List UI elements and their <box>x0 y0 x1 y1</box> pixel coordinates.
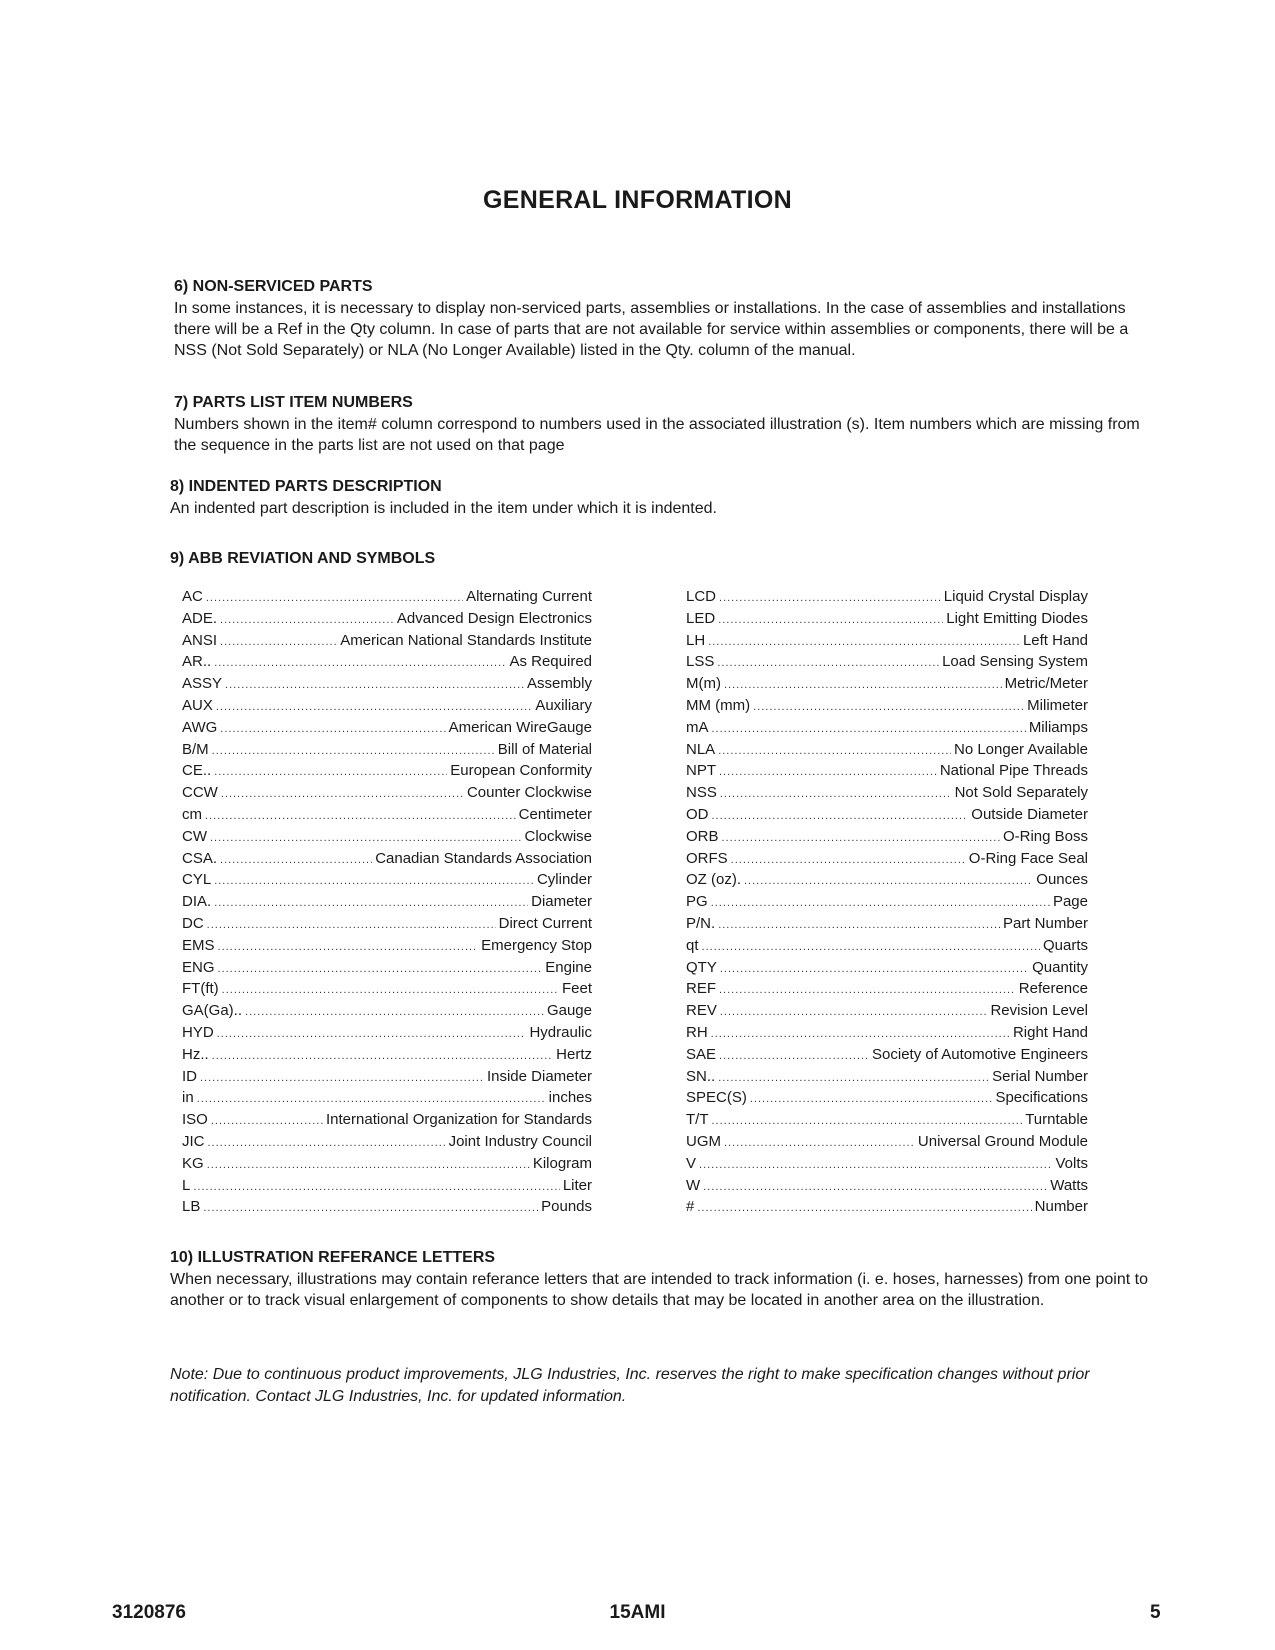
page-title: GENERAL INFORMATION <box>483 186 792 214</box>
abbreviation-meaning: Direct Current <box>498 914 592 932</box>
abbreviation-meaning: Assembly <box>526 675 592 693</box>
leader-dots <box>731 854 966 866</box>
section-indented-parts <box>170 478 1150 519</box>
leader-dots <box>720 963 1029 975</box>
abbreviation-meaning: Revision Level <box>990 1002 1088 1020</box>
leader-dots <box>214 875 534 887</box>
abbreviation-key: ADE. <box>182 609 218 627</box>
section-non-serviced-parts <box>174 278 1154 361</box>
abbreviation-column-left <box>182 588 592 1220</box>
abbreviation-row <box>182 980 592 1002</box>
abbreviation-row <box>686 959 1088 981</box>
abbreviation-row <box>182 1133 592 1155</box>
abbreviation-key: NPT <box>686 762 716 780</box>
abbreviation-key: AR.. <box>182 653 212 671</box>
leader-dots <box>720 788 952 800</box>
abbreviation-meaning: Clockwise <box>524 827 592 845</box>
abbreviation-row <box>686 653 1088 675</box>
abbreviation-key: DIA. <box>182 893 212 911</box>
abbreviation-meaning: O-Ring Boss <box>1002 827 1088 845</box>
leader-dots <box>222 984 559 996</box>
section-heading: 9) ABB REVIATION AND SYMBOLS <box>170 550 436 567</box>
abbreviation-meaning: American WireGauge <box>448 718 592 736</box>
abbreviation-meaning: National Pipe Threads <box>939 762 1088 780</box>
leader-dots <box>203 1202 538 1214</box>
abbreviation-meaning: Bill of Material <box>497 740 592 758</box>
abbreviation-meaning: inches <box>548 1089 592 1107</box>
abbreviation-row <box>182 653 592 675</box>
abbreviation-meaning: Inside Diameter <box>486 1067 592 1085</box>
abbreviation-row <box>182 1089 592 1111</box>
abbreviation-key: W <box>686 1176 701 1194</box>
abbreviation-row <box>686 762 1088 784</box>
leader-dots <box>724 679 1002 691</box>
abbreviation-key: ASSY <box>182 675 223 693</box>
abbreviation-meaning: Hydraulic <box>529 1023 592 1041</box>
section-parts-list-item-numbers <box>174 394 1154 456</box>
abbreviation-key: SAE <box>686 1045 717 1063</box>
abbreviation-meaning: International Organization for Standards <box>326 1111 592 1129</box>
abbreviation-row <box>686 1002 1088 1024</box>
abbreviation-meaning: Alternating Current <box>466 588 592 605</box>
abbreviation-meaning: As Required <box>509 653 592 671</box>
abbreviation-key: M(m) <box>686 675 721 693</box>
leader-dots <box>211 1115 323 1127</box>
abbreviation-meaning: Watts <box>1050 1176 1088 1194</box>
abbreviation-meaning: European Conformity <box>450 762 592 780</box>
abbreviation-key: qt <box>686 936 699 954</box>
abbreviation-key: cm <box>182 805 202 823</box>
abbreviation-key: QTY <box>686 958 717 976</box>
abbreviation-meaning: Canadian Standards Association <box>375 849 592 867</box>
abbreviation-meaning: No Longer Available <box>954 740 1088 758</box>
abbreviation-meaning: Outside Diameter <box>971 805 1088 823</box>
leader-dots <box>214 657 506 669</box>
abbreviation-meaning: Emergency Stop <box>481 936 592 954</box>
abbreviation-row <box>182 697 592 719</box>
leader-dots <box>711 1028 1010 1040</box>
abbreviation-row <box>182 1068 592 1090</box>
abbreviation-key: MM (mm) <box>686 696 751 714</box>
abbreviation-key: KG <box>182 1154 204 1172</box>
leader-dots <box>207 919 496 931</box>
abbreviation-meaning: Kilogram <box>532 1154 592 1172</box>
abbreviation-row <box>182 719 592 741</box>
abbreviation-meaning: Quarts <box>1042 936 1088 954</box>
abbreviation-row <box>686 1068 1088 1090</box>
abbreviation-row <box>686 893 1088 915</box>
abbreviation-meaning: Metric/Meter <box>1004 675 1088 693</box>
abbreviation-key: AUX <box>182 696 213 714</box>
leader-dots <box>718 745 951 757</box>
abbreviation-key: JIC <box>182 1132 205 1150</box>
abbreviation-row <box>182 871 592 893</box>
abbreviation-row <box>686 1155 1088 1177</box>
abbreviation-row <box>686 915 1088 937</box>
leader-dots <box>712 810 969 822</box>
leader-dots <box>718 919 1000 931</box>
abbreviation-meaning: Volts <box>1055 1154 1088 1172</box>
abbreviation-row <box>686 806 1088 828</box>
abbreviation-key: FT(ft) <box>182 980 219 998</box>
abbreviation-meaning: Quantity <box>1032 958 1088 976</box>
abbreviation-key: RH <box>686 1023 708 1041</box>
abbreviation-row <box>182 893 592 915</box>
leader-dots <box>711 897 1050 909</box>
abbreviation-row <box>686 871 1088 893</box>
abbreviation-row <box>182 850 592 872</box>
abbreviation-meaning: Auxiliary <box>535 696 592 714</box>
abbreviation-key: LB <box>182 1198 201 1216</box>
abbreviation-meaning: Milimeter <box>1027 696 1088 714</box>
leader-dots <box>200 1072 484 1084</box>
abbreviation-meaning: Page <box>1052 893 1088 911</box>
abbreviation-key: ORB <box>686 827 719 845</box>
abbreviation-key: in <box>182 1089 194 1107</box>
footer-doc-number: 3120876 <box>112 1602 186 1623</box>
abbreviation-row <box>686 588 1088 610</box>
section-abbreviations <box>170 550 1150 570</box>
abbreviation-row <box>182 828 592 850</box>
abbreviation-key: EMS <box>182 936 215 954</box>
abbreviation-row <box>686 1177 1088 1199</box>
abbreviation-key: P/N. <box>686 914 716 932</box>
abbreviation-meaning: Counter Clockwise <box>466 784 592 802</box>
abbreviation-row <box>182 1024 592 1046</box>
leader-dots <box>702 941 1040 953</box>
abbreviation-row <box>182 915 592 937</box>
leader-dots <box>719 984 1016 996</box>
leader-dots <box>210 832 521 844</box>
abbreviation-key: ISO <box>182 1111 208 1129</box>
leader-dots <box>220 854 372 866</box>
abbreviation-meaning: Hertz <box>556 1045 592 1063</box>
abbreviation-meaning: Left Hand <box>1022 631 1088 649</box>
abbreviation-meaning: Universal Ground Module <box>917 1132 1088 1150</box>
abbreviation-key: ID <box>182 1067 197 1085</box>
abbreviation-row <box>182 959 592 981</box>
abbreviation-row <box>686 1089 1088 1111</box>
leader-dots <box>708 636 1020 648</box>
abbreviation-key: HYD <box>182 1023 214 1041</box>
abbreviation-key: B/M <box>182 740 209 758</box>
leader-dots <box>225 679 524 691</box>
abbreviation-row <box>182 675 592 697</box>
abbreviation-meaning: Engine <box>545 958 592 976</box>
abbreviation-key: LED <box>686 609 716 627</box>
abbreviation-key: L <box>182 1176 191 1194</box>
abbreviation-row <box>182 1198 592 1220</box>
footer-model: 15AMI <box>609 1602 666 1623</box>
leader-dots <box>216 701 532 713</box>
abbreviation-row <box>686 937 1088 959</box>
abbreviation-meaning: Joint Industry Council <box>448 1132 592 1150</box>
leader-dots <box>744 875 1033 887</box>
abbreviation-meaning: Society of Automotive Engineers <box>872 1045 1088 1063</box>
leader-dots <box>212 1050 553 1062</box>
abbreviation-row <box>182 1046 592 1068</box>
abbreviation-row <box>686 828 1088 850</box>
abbreviation-key: ORFS <box>686 849 728 867</box>
abbreviation-meaning: Centimeter <box>518 805 592 823</box>
leader-dots <box>218 963 543 975</box>
leader-dots <box>197 1093 546 1105</box>
abbreviation-row <box>686 610 1088 632</box>
section-heading: 7) PARTS LIST ITEM NUMBERS <box>174 394 413 411</box>
leader-dots <box>718 1072 989 1084</box>
section-heading: 8) INDENTED PARTS DESCRIPTION <box>170 478 442 495</box>
abbreviation-key: LH <box>686 631 706 649</box>
leader-dots <box>712 723 1026 735</box>
abbreviation-row <box>686 632 1088 654</box>
abbreviation-key: SPEC(S) <box>686 1089 747 1107</box>
abbreviation-key: Hz.. <box>182 1045 209 1063</box>
abbreviation-key: V <box>686 1154 697 1172</box>
abbreviation-meaning: Diameter <box>531 893 592 911</box>
abbreviation-key: ANSI <box>182 631 218 649</box>
abbreviation-key: CW <box>182 827 207 845</box>
abbreviation-meaning: Serial Number <box>992 1067 1088 1085</box>
abbreviation-key: LCD <box>686 588 717 605</box>
abbreviation-row <box>182 1177 592 1199</box>
abbreviation-key: CSA. <box>182 849 218 867</box>
abbreviation-key: REV <box>686 1002 717 1020</box>
section-heading: 10) ILLUSTRATION REFERANCE LETTERS <box>170 1249 496 1266</box>
abbreviation-row <box>686 741 1088 763</box>
abbreviation-key: # <box>686 1198 695 1216</box>
abbreviation-key: CE.. <box>182 762 212 780</box>
section-body: In some instances, it is necessary to display non-serviced parts, assemblies or installations. In the case of assemblies and installations there will be a Ref in the Qty column. In case of parts that are not available for service within assemblies or components, there will be a NSS (Not Sold Separately) or NLA (No Longer Available) listed in the Qty. column of the manual. <box>174 300 1129 359</box>
abbreviation-column-right <box>686 588 1088 1220</box>
leader-dots <box>717 657 939 669</box>
abbreviation-meaning: Miliamps <box>1028 718 1088 736</box>
leader-dots <box>221 788 464 800</box>
abbreviation-row <box>686 697 1088 719</box>
leader-dots <box>214 766 447 778</box>
leader-dots <box>214 897 528 909</box>
section-heading: 6) NON-SERVICED PARTS <box>174 278 373 295</box>
section-body: Numbers shown in the item# column correspond to numbers used in the associated illustration (s). Item numbers which are missing from the sequence in the parts list are not used on that page <box>174 416 1140 454</box>
abbreviation-meaning: Feet <box>561 980 592 998</box>
abbreviation-row <box>686 784 1088 806</box>
abbreviation-row <box>182 937 592 959</box>
abbreviation-key: AWG <box>182 718 218 736</box>
abbreviation-row <box>686 1133 1088 1155</box>
leader-dots <box>719 1050 869 1062</box>
abbreviation-row <box>182 762 592 784</box>
leader-dots <box>724 1137 915 1149</box>
leader-dots <box>206 592 463 604</box>
leader-dots <box>699 1159 1052 1171</box>
abbreviation-meaning: American National Standards Institute <box>340 631 592 649</box>
leader-dots <box>217 1028 527 1040</box>
abbreviation-row <box>182 1002 592 1024</box>
abbreviation-row <box>686 1111 1088 1133</box>
abbreviation-meaning: Gauge <box>546 1002 592 1020</box>
abbreviation-row <box>686 1024 1088 1046</box>
section-body: An indented part description is included in the item under which it is indented. <box>170 500 717 517</box>
abbreviation-meaning: Ounces <box>1036 871 1088 889</box>
leader-dots <box>719 766 937 778</box>
abbreviation-key: T/T <box>686 1111 709 1129</box>
leader-dots <box>720 1006 988 1018</box>
abbreviation-key: NLA <box>686 740 716 758</box>
leader-dots <box>220 636 337 648</box>
abbreviation-key: CCW <box>182 784 218 802</box>
abbreviation-meaning: Liquid Crystal Display <box>943 588 1088 605</box>
leader-dots <box>205 810 516 822</box>
abbreviation-key: UGM <box>686 1132 721 1150</box>
abbreviation-key: REF <box>686 980 716 998</box>
leader-dots <box>718 614 943 626</box>
abbreviation-key: PG <box>686 893 708 911</box>
abbreviation-row <box>182 784 592 806</box>
leader-dots <box>719 592 941 604</box>
abbreviation-meaning: Advanced Design Electronics <box>396 609 592 627</box>
abbreviation-key: DC <box>182 914 204 932</box>
abbreviation-meaning: Pounds <box>541 1198 592 1216</box>
abbreviation-key: OD <box>686 805 709 823</box>
leader-dots <box>208 1137 446 1149</box>
abbreviation-row <box>686 719 1088 741</box>
abbreviation-meaning: Cylinder <box>536 871 592 889</box>
leader-dots <box>220 614 394 626</box>
abbreviation-row <box>182 1111 592 1133</box>
leader-dots <box>750 1093 993 1105</box>
abbreviation-row <box>182 1155 592 1177</box>
leader-dots <box>193 1181 559 1193</box>
abbreviation-key: CYL <box>182 871 212 889</box>
abbreviation-row <box>182 632 592 654</box>
leader-dots <box>712 1115 1023 1127</box>
disclaimer-note: Note: Due to continuous product improvements, JLG Industries, Inc. reserves the right to make specification changes without prior notification. Contact JLG Industries, Inc. for updated information. <box>170 1366 1090 1405</box>
abbreviation-key: LSS <box>686 653 715 671</box>
abbreviation-row <box>182 806 592 828</box>
leader-dots <box>722 832 1000 844</box>
leader-dots <box>220 723 445 735</box>
abbreviation-row <box>686 850 1088 872</box>
abbreviation-row <box>686 1046 1088 1068</box>
abbreviation-key: ENG <box>182 958 215 976</box>
abbreviation-row <box>182 610 592 632</box>
leader-dots <box>697 1202 1031 1214</box>
abbreviation-meaning: Right Hand <box>1012 1023 1088 1041</box>
abbreviation-meaning: Part Number <box>1002 914 1088 932</box>
abbreviation-row <box>686 1198 1088 1220</box>
section-body: When necessary, illustrations may contain referance letters that are intended to track information (i. e. hoses, harnesses) from one point to another or to track visual enlargement of components to show details that may be located in another area on the illustration. <box>170 1271 1148 1309</box>
abbreviation-row <box>686 675 1088 697</box>
abbreviation-meaning: Reference <box>1018 980 1088 998</box>
abbreviation-row <box>182 741 592 763</box>
leader-dots <box>212 745 495 757</box>
abbreviation-key: GA(Ga).. <box>182 1002 243 1020</box>
abbreviation-key: SN.. <box>686 1067 716 1085</box>
abbreviation-key: mA <box>686 718 709 736</box>
abbreviation-meaning: Liter <box>562 1176 592 1194</box>
abbreviation-meaning: O-Ring Face Seal <box>968 849 1088 867</box>
leader-dots <box>703 1181 1047 1193</box>
abbreviation-row <box>686 980 1088 1002</box>
leader-dots <box>245 1006 544 1018</box>
leader-dots <box>207 1159 530 1171</box>
leader-dots <box>218 941 479 953</box>
abbreviation-meaning: Light Emitting Diodes <box>946 609 1088 627</box>
abbreviation-key: NSS <box>686 784 717 802</box>
abbreviation-meaning: Not Sold Separately <box>954 784 1088 802</box>
footer-page-number: 5 <box>1150 1602 1161 1623</box>
abbreviation-row <box>182 588 592 610</box>
abbreviation-key: AC <box>182 588 203 605</box>
abbreviation-meaning: Load Sensing System <box>942 653 1088 671</box>
abbreviation-meaning: Number <box>1034 1198 1088 1216</box>
abbreviation-meaning: Specifications <box>995 1089 1088 1107</box>
abbreviation-meaning: Turntable <box>1025 1111 1088 1129</box>
abbreviation-key: OZ (oz). <box>686 871 741 889</box>
section-illustration-reference-letters <box>170 1249 1150 1311</box>
leader-dots <box>753 701 1024 713</box>
